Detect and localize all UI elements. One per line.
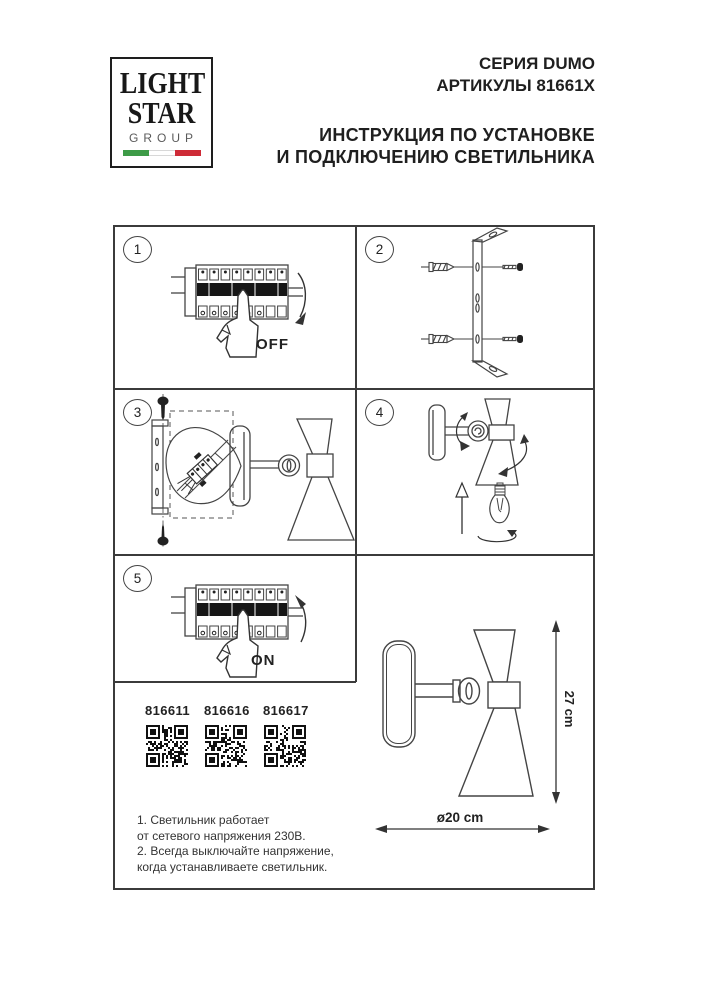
article-number: 816617	[263, 703, 309, 718]
note-line: когда устанавливаете светильник.	[137, 859, 328, 874]
header-series-block	[436, 53, 595, 97]
safety-notes	[137, 813, 334, 875]
article-item	[145, 703, 191, 767]
mounting-bracket-icon	[152, 420, 168, 514]
flag-red	[175, 150, 201, 156]
note-line: 1. Светильник работает	[137, 813, 270, 827]
steps-grid	[113, 225, 595, 890]
insert-arrow-up-icon	[456, 483, 468, 534]
flag-green	[123, 150, 149, 156]
step-4-number: 4	[365, 399, 394, 426]
instruction-title-line1: ИНСТРУКЦИЯ ПО УСТАНОВКЕ	[319, 125, 595, 145]
article-item	[263, 703, 309, 767]
step-2-panel	[357, 227, 593, 388]
mounting-bracket-icon	[473, 228, 507, 377]
article-list	[145, 703, 309, 767]
italian-flag-icon	[123, 150, 201, 156]
curved-arrow-down-icon	[295, 273, 306, 325]
dimensions-panel	[357, 556, 593, 888]
instruction-title	[277, 124, 595, 168]
screw-in-arrow-icon	[478, 530, 517, 542]
qr-code-icon	[146, 725, 188, 767]
qr-code-icon	[264, 725, 306, 767]
articles-title: АРТИКУЛЫ 81661X	[436, 76, 595, 95]
screw-icon	[482, 263, 523, 343]
series-title: СЕРИЯ DUMO	[478, 54, 595, 73]
note-line: 2. Всегда выключайте напряжение,	[137, 844, 334, 858]
instruction-title-line2: И ПОДКЛЮЧЕНИЮ СВЕТИЛЬНИКА	[276, 147, 595, 167]
lightstar-logo	[110, 57, 213, 168]
diameter-dimension	[375, 810, 550, 833]
wall-anchor-icon	[421, 263, 473, 344]
curved-arrow-up-icon	[295, 595, 306, 642]
article-number: 816616	[204, 703, 250, 718]
height-label: 27 cm	[562, 690, 577, 728]
logo-word-group: GROUP	[128, 131, 198, 145]
on-label: ON	[251, 652, 276, 669]
logo-word-star: STAR	[127, 95, 196, 130]
diameter-label: ø20 cm	[436, 810, 484, 825]
step-3-panel	[115, 390, 355, 554]
step-3-number: 3	[123, 399, 152, 426]
note-line: от сетевого напряжения 230В.	[137, 828, 306, 843]
article-item	[204, 703, 250, 767]
wall-lamp-icon	[383, 630, 533, 796]
step-5-number: 5	[123, 565, 152, 592]
qr-code-icon	[205, 725, 247, 767]
height-dimension	[552, 620, 577, 804]
step-1-number: 1	[123, 236, 152, 263]
logo-word-light: LIGHT	[119, 65, 206, 100]
step-1-panel	[115, 227, 355, 388]
article-number: 816611	[145, 703, 191, 718]
step-4-panel	[357, 390, 593, 554]
off-label: OFF	[256, 336, 289, 353]
step-5-panel	[115, 556, 355, 681]
flag-white	[149, 150, 175, 156]
dimensions-diagram	[357, 556, 593, 888]
step-2-number: 2	[365, 236, 394, 263]
canopy-and-lamp	[230, 419, 354, 540]
bulb-icon	[490, 483, 509, 523]
articles-panel	[115, 683, 355, 888]
